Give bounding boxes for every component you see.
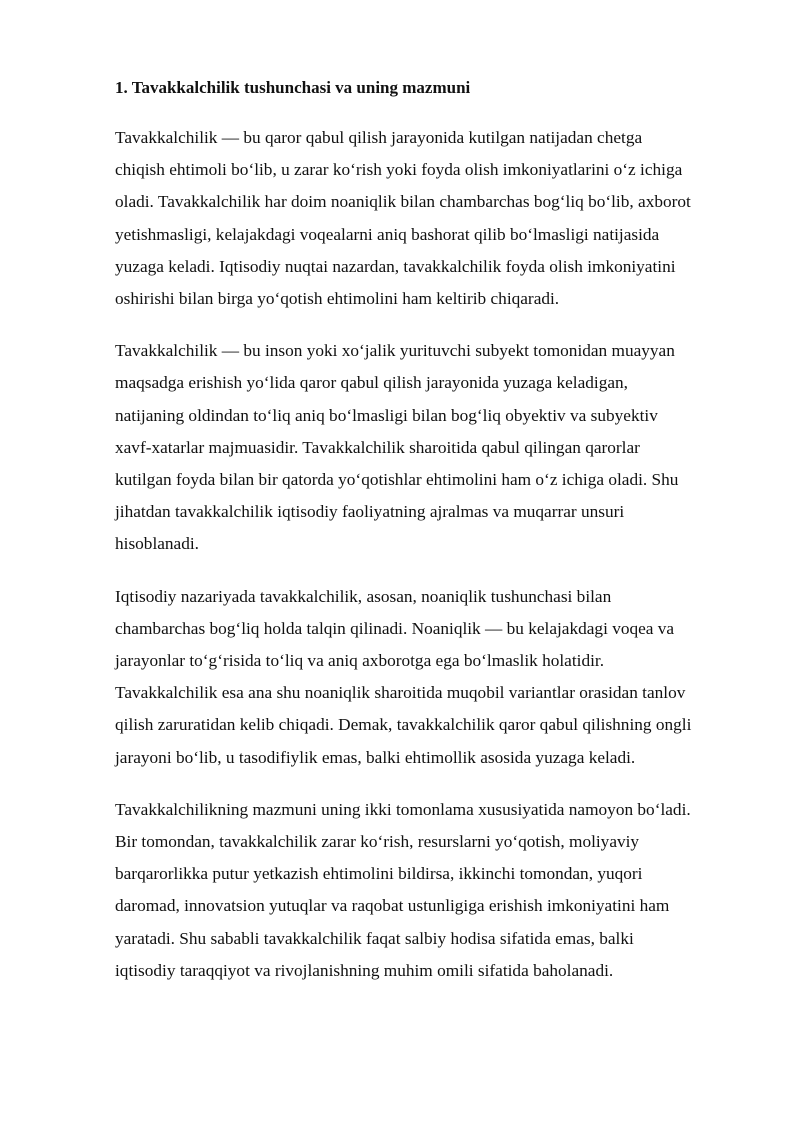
paragraph-line: Tavakkalchilik — bu qaror qabul qilish jarayonida kutilgan natijadan chetga [115, 128, 643, 147]
paragraph-line: Tavakkalchilik — bu inson yoki xo‘jalik yurituvchi subyekt tomonidan muayyan [115, 341, 675, 361]
paragraph-line: maqsadga erishish yo‘lida qaror qabul qilish jarayonida yuzaga keladigan, [115, 373, 628, 393]
paragraph-line: jarayonlar to‘g‘risida to‘liq va aniq axborotga ega bo‘lmaslik holatidir. [115, 651, 605, 671]
paragraph-line: Tavakkalchilik esa ana shu noaniqlik sharoitida muqobil variantlar orasidan tanlov [115, 683, 686, 703]
paragraph-line: yetishmasligi, kelajakdagi voqealarni aniq bashorat qilib bo‘lmasligi natijasida [115, 224, 660, 244]
paragraph-line: Iqtisodiy nazariyada tavakkalchilik, asosan, noaniqlik tushunchasi bilan [115, 586, 612, 606]
paragraph-line: jarayoni bo‘lib, u tasodifiylik emas, balki ehtimollik asosida yuzaga keladi. [115, 747, 636, 767]
paragraph-2 [115, 335, 765, 560]
paragraph-line: hisoblanadi. [115, 534, 199, 554]
section-heading: 1. Tavakkalchilik tushunchasi va uning mazmuni [115, 78, 471, 97]
paragraph-line: chiqish ehtimoli bo‘lib, u zarar ko‘rish yoki foyda olish imkoniyatlarini o‘z ichiga [115, 160, 683, 180]
paragraph-line: kutilgan foyda bilan bir qatorda yo‘qotishlar ehtimolini ham o‘z ichiga oladi. Shu [115, 470, 679, 490]
document-body [115, 72, 765, 1007]
paragraph-line: qilish zaruratidan kelib chiqadi. Demak, tavakkalchilik qaror qabul qilishning ongli [115, 715, 692, 735]
paragraph-line: Tavakkalchilikning mazmuni uning ikki tomonlama xususiyatida namoyon bo‘ladi. [115, 799, 691, 819]
paragraph-line: Bir tomondan, tavakkalchilik zarar ko‘rish, resurslarni yo‘qotish, moliyaviy [115, 832, 640, 852]
paragraph-line: iqtisodiy taraqqiyot va rivojlanishning muhim omili sifatida baholanadi. [115, 960, 614, 980]
paragraph-4 [115, 794, 765, 987]
paragraph-line: chambarchas bog‘liq holda talqin qilinadi. Noaniqlik — bu kelajakdagi voqea va [115, 618, 675, 638]
paragraph-1 [115, 122, 765, 315]
paragraph-line: yuzaga keladi. Iqtisodiy nuqtai nazardan, tavakkalchilik foyda olish imkoniyatini [115, 256, 676, 276]
paragraph-line: natijaning oldindan to‘liq aniq bo‘lmasligi bilan bog‘liq obyektiv va subyektiv [115, 405, 658, 425]
paragraph-3 [115, 581, 765, 774]
paragraph-line: jihatdan tavakkalchilik iqtisodiy faoliyatning ajralmas va muqarrar unsuri [115, 502, 625, 522]
paragraph-line: oshirishi bilan birga yo‘qotish ehtimolini ham keltirib chiqaradi. [115, 289, 560, 309]
paragraph-line: oladi. Tavakkalchilik har doim noaniqlik bilan chambarchas bog‘liq bo‘lib, axborot [115, 192, 691, 212]
paragraph-line: yaratadi. Shu sababli tavakkalchilik faqat salbiy hodisa sifatida emas, balki [115, 928, 634, 948]
paragraph-line: xavf-xatarlar majmuasidir. Tavakkalchilik sharoitida qabul qilingan qarorlar [115, 437, 640, 457]
paragraph-line: barqarorlikka putur yetkazish ehtimolini bildirsa, ikkinchi tomondan, yuqori [115, 864, 643, 884]
paragraph-line: daromad, innovatsion yutuqlar va raqobat ustunligiga erishish imkoniyatini ham [115, 896, 670, 916]
